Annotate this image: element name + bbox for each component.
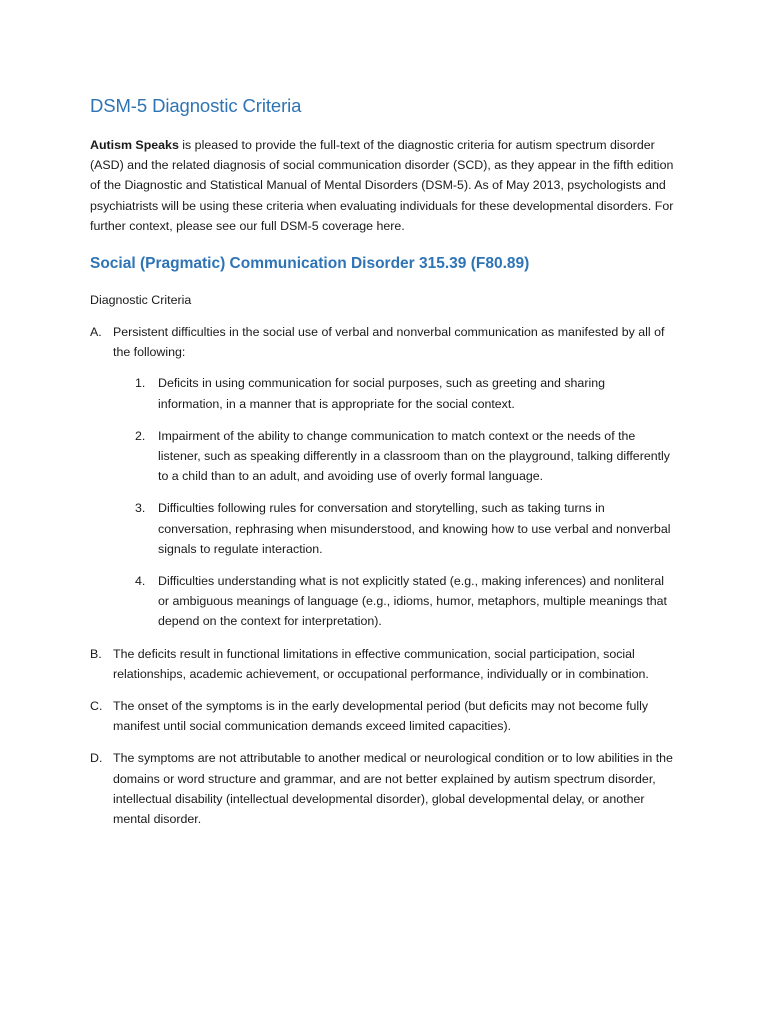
criterion-letter: C. bbox=[90, 699, 103, 714]
intro-text: is pleased to provide the full-text of the diagnostic criteria for autism spectrum disorder (ASD) and the related diagnosis of social communication disorder (SCD), as they appear in the fifth edition of the Diagnostic and Statistical Manual of Mental Disorders (DSM-5). As of May 2013, psychologists and psychiatrists will be using these criteria when evaluating individuals for these developmental disorders. For further context, please see our full DSM-5 coverage here. bbox=[90, 138, 674, 233]
item-number: 1. bbox=[135, 376, 146, 391]
item-number: 4. bbox=[135, 574, 146, 589]
criterion-text: The onset of the symptoms is in the early developmental period (but deficits may not become fully manifest until social communication demands exceed limited capacities). bbox=[113, 699, 649, 734]
page-title: DSM-5 Diagnostic Criteria bbox=[90, 95, 302, 116]
intro-paragraph bbox=[90, 135, 680, 236]
item-text: Impairment of the ability to change communication to match context or the needs of the listener, such as speaking differently in a classroom than on the playground, talking differently to a child than to an adult, and avoiding use of overly formal language. bbox=[158, 428, 670, 484]
criterion-a-item-2 bbox=[113, 426, 680, 487]
criterion-c bbox=[90, 696, 680, 736]
item-text: Difficulties following rules for conversation and storytelling, such as taking turns in conversation, rephrasing when misunderstood, and knowing how to use verbal and nonverbal signals to regulate interaction. bbox=[158, 501, 671, 556]
section-heading: Social (Pragmatic) Communication Disorder 315.39 (F80.89) bbox=[90, 255, 530, 273]
criterion-d bbox=[90, 748, 680, 829]
item-text: Deficits in using communication for social purposes, such as greeting and sharing information, in a manner that is appropriate for the social context. bbox=[158, 376, 605, 411]
criterion-text: The deficits result in functional limitations in effective communication, social participation, social relationships, academic achievement, or occupational performance, individually or in combination. bbox=[113, 646, 649, 681]
criterion-a-item-1 bbox=[113, 373, 680, 413]
criterion-a-sublist bbox=[113, 373, 680, 631]
criterion-a-item-3 bbox=[113, 498, 680, 559]
criterion-letter: B. bbox=[90, 646, 102, 661]
criterion-b bbox=[90, 644, 680, 684]
document-content bbox=[90, 94, 680, 841]
criterion-text: The symptoms are not attributable to another medical or neurological condition or to low abilities in the domains or word structure and grammar, and are not better explained by autism spectrum disorder, intellectual disability (intellectual developmental disorder), global developmental delay, or another mental disorder. bbox=[113, 751, 673, 827]
criterion-a-item-4 bbox=[113, 571, 680, 632]
criterion-letter: A. bbox=[90, 325, 102, 340]
intro-bold-org: Autism Speaks bbox=[90, 138, 179, 152]
item-number: 2. bbox=[135, 428, 146, 443]
item-text: Difficulties understanding what is not explicitly stated (e.g., making inferences) and nonliteral or ambiguous meanings of language (e.g., idioms, humor, metaphors, multiple meanings that depend on the context for interpretation). bbox=[158, 574, 667, 629]
criterion-a bbox=[90, 322, 680, 632]
diagnostic-criteria-subheading: Diagnostic Criteria bbox=[90, 293, 192, 308]
criterion-letter: D. bbox=[90, 751, 103, 766]
item-number: 3. bbox=[135, 501, 146, 516]
criterion-text: Persistent difficulties in the social use of verbal and nonverbal communication as manifested by all of the following: bbox=[113, 325, 665, 360]
